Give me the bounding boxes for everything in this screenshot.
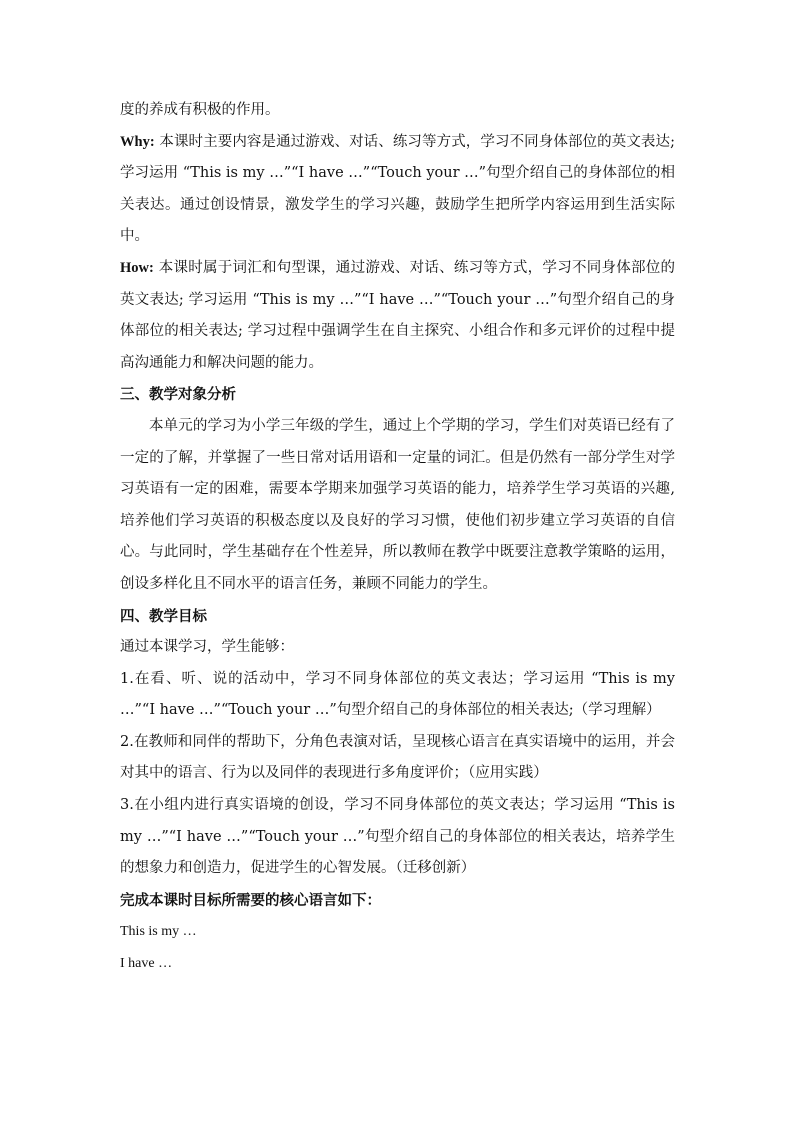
- section-4-heading: 四、教学目标: [120, 607, 207, 625]
- goal-item-3: 3.在小组内进行真实语境的创设，学习不同身体部位的英文表达；学习运用 “This is my …”“I have …”“Touch your …”句型介绍自己的身体部位的相关表达，培养学生的想象力和创造力，促进学生的心智发展。（迁移创新）: [120, 797, 675, 877]
- why-label: Why:: [120, 133, 155, 150]
- core-language-heading: 完成本课时目标所需要的核心语言如下：: [120, 891, 381, 909]
- why-paragraph: [120, 127, 675, 253]
- how-text: 本课时属于词汇和句型课，通过游戏、对话、练习等方式，学习不同身体部位的英文表达; 学习运用 “This is my …”“I have …”“Touch your …”句型介绍自己的身体部位的相关表达; 学习过程中强调学生在自主探究、小组合作和多元评价的过程中提高沟通能力和解决问题的能力。: [120, 259, 675, 371]
- goal-item-2: 2.在教师和同伴的帮助下，分角色表演对话，呈现核心语言在真实语境中的运用，并会对其中的语言、行为以及同伴的表现进行多角度评价；（应用实践）: [120, 733, 675, 782]
- section-3-body: 本单元的学习为小学三年级的学生，通过上个学期的学习，学生们对英语已经有了一定的了解，并掌握了一些日常对话用语和一定量的词汇。但是仍然有一部分学生对学习英语有一定的困难，需要本学期来加强学习英语的能力，培养学生学习英语的兴趣, 培养他们学习英语的积极态度以及良好的学习习惯，使他们初步建立学习英语的自信心。与此同时，学生基础存在个性差异，所以教师在教学中既要注意教学策略的运用，创设多样化且不同水平的语言任务，兼顾不同能力的学生。: [120, 417, 675, 592]
- document-page: [120, 95, 675, 980]
- intro-tail-paragraph: 度的养成有积极的作用。: [120, 102, 280, 118]
- how-paragraph: [120, 253, 675, 379]
- goal-item-1: 1.在看、听、说的活动中，学习不同身体部位的英文表达；学习运用 “This is my …”“I have …”“Touch your …”句型介绍自己的身体部位的相关表达;（学习理解）: [120, 670, 675, 719]
- why-text: 本课时主要内容是通过游戏、对话、练习等方式，学习不同身体部位的英文表达; 学习运用 “This is my …”“I have …”“Touch your …”句型介绍自己的身体部位的相关表达。通过创设情景，激发学生的学习兴趣，鼓励学生把所学内容运用到生活实际中。: [120, 133, 675, 245]
- section-4-lead: 通过本课学习，学生能够：: [120, 639, 294, 656]
- core-language-line-1: This is my …: [120, 924, 197, 940]
- section-3-heading: 三、教学对象分析: [120, 386, 236, 404]
- how-label: How:: [120, 259, 154, 276]
- core-language-line-2: I have …: [120, 956, 173, 972]
